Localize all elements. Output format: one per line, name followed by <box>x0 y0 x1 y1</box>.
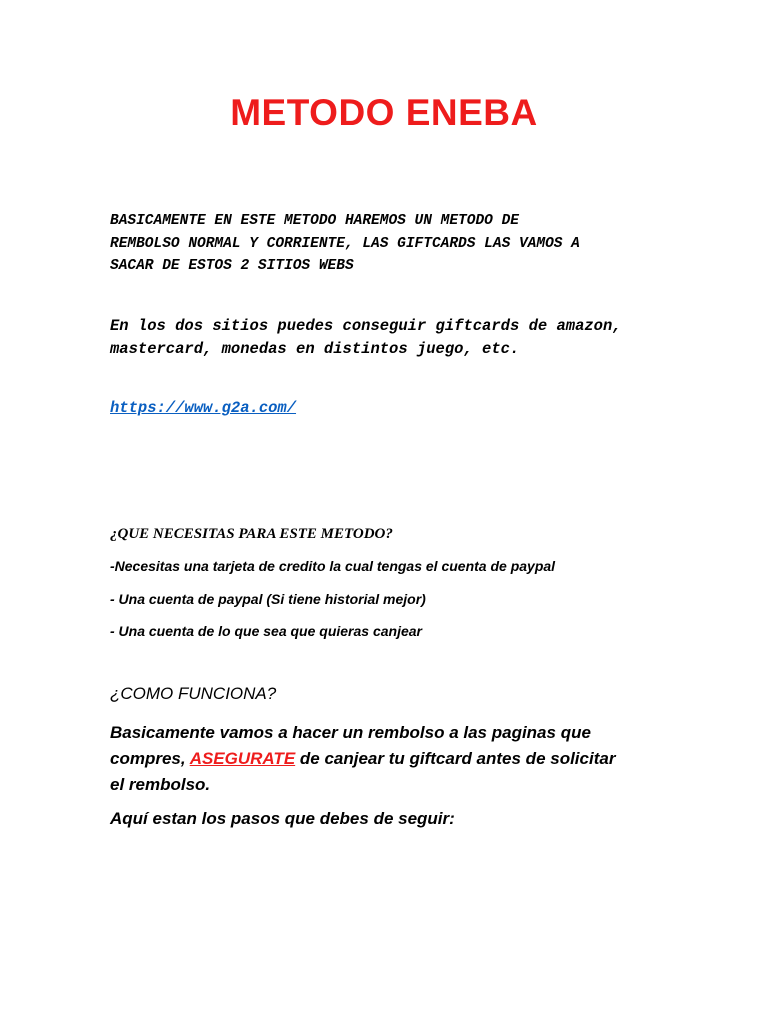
intro-line: BASICAMENTE EN ESTE METODO HAREMOS UN METODO DE <box>110 213 519 229</box>
asegurate-emphasis: ASEGURATE <box>189 749 296 768</box>
steps-intro: Aquí estan los pasos que debes de seguir: <box>110 809 455 828</box>
requirement-item: -Necesitas una tarjeta de credito la cual tengas el cuenta de paypal <box>110 558 556 574</box>
how-paragraph <box>110 720 670 798</box>
how-line-end: de canjear tu giftcard antes de solicitar <box>295 749 616 768</box>
how-line <box>110 746 670 772</box>
intro-line: REMBOLSO NORMAL Y CORRIENTE, LAS GIFTCARDS LAS VAMOS A <box>110 235 580 252</box>
requirement-item: - Una cuenta de paypal (Si tiene historial mejor) <box>110 591 426 607</box>
requirements-heading: ¿QUE NECESITAS PARA ESTE METODO? <box>110 526 393 542</box>
how-line: Basicamente vamos a hacer un rembolso a las paginas que <box>110 723 591 742</box>
how-line-start: compres, <box>110 749 190 768</box>
sites-paragraph <box>110 315 690 361</box>
intro-line: SACAR DE ESTOS 2 SITIOS WEBS <box>110 258 354 274</box>
sites-line: mastercard, monedas en distintos juego, etc. <box>110 340 520 358</box>
how-line: el rembolso. <box>110 775 211 794</box>
intro-paragraph <box>110 210 690 278</box>
g2a-link[interactable]: https://www.g2a.com/ <box>110 399 297 417</box>
sites-line: En los dos sitios puedes conseguir giftcards de amazon, <box>110 317 622 335</box>
how-heading: ¿COMO FUNCIONA? <box>110 684 277 703</box>
page-title: METODO ENEBA <box>230 92 538 133</box>
requirement-item: - Una cuenta de lo que sea que quieras canjear <box>110 623 422 639</box>
